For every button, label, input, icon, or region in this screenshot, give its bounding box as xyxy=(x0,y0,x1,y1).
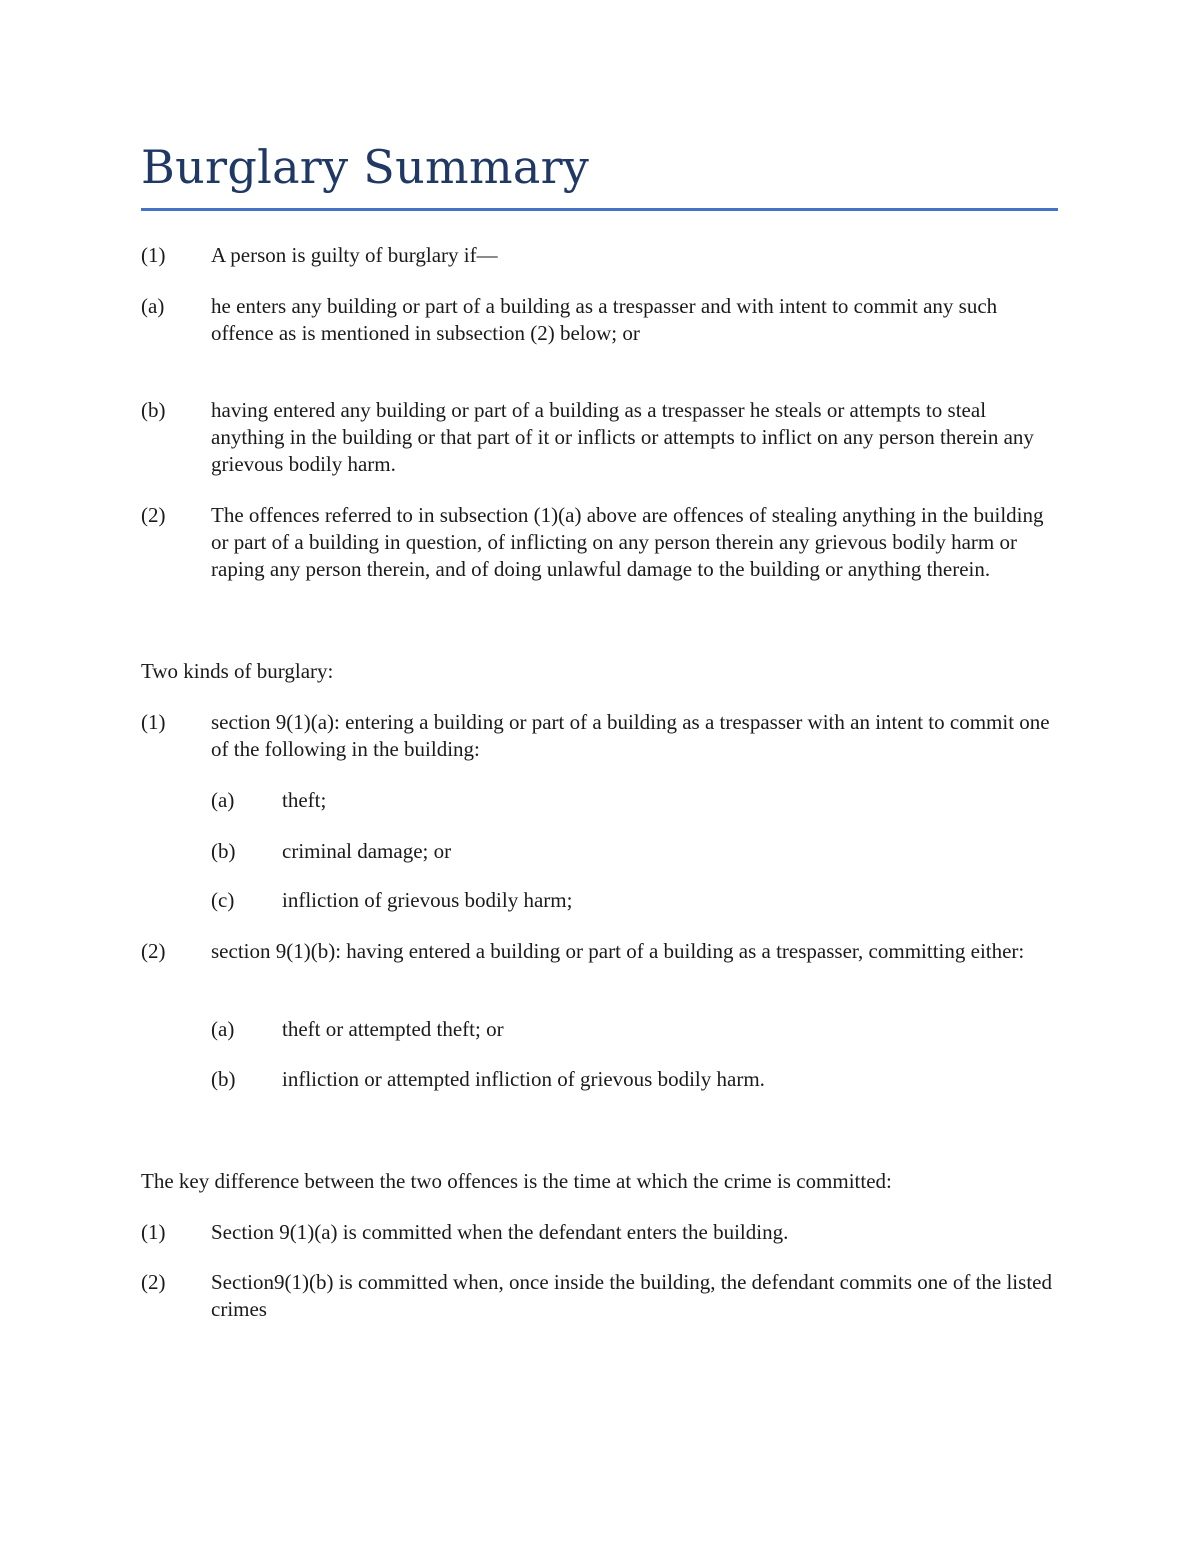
kind-1-sub-a-text: theft; xyxy=(282,788,327,812)
difference-2-text: Section9(1)(b) is committed when, once inside the building, the defendant commits one of the listed crimes xyxy=(211,1270,1052,1321)
kind-2-sub-b-label: (b) xyxy=(211,1067,236,1091)
kind-1-sub-c-label: (c) xyxy=(211,888,235,912)
difference-heading: The key difference between the two offences is the time at which the crime is committed: xyxy=(141,1169,892,1193)
difference-1-text: Section 9(1)(a) is committed when the defendant enters the building. xyxy=(211,1220,789,1244)
definition-b-text: having entered any building or part of a building as a trespasser he steals or attempts to steal anything in the building or that part of it or inflicts or attempts to inflict on any person therein any grievous bodily harm. xyxy=(211,398,1034,476)
kinds-heading: Two kinds of burglary: xyxy=(141,659,334,683)
definition-2-text: The offences referred to in subsection (1)(a) above are offences of stealing anything in the building or part of a building in question, of inflicting on any person therein any grievous bodily harm or raping any person therein, and of doing unlawful damage to the building or anything therein. xyxy=(211,503,1044,581)
kind-2-text: section 9(1)(b): having entered a building or part of a building as a trespasser, committing either: xyxy=(211,939,1025,963)
kind-1-text: section 9(1)(a): entering a building or part of a building as a trespasser with an intent to commit one of the following in the building: xyxy=(211,710,1050,761)
kind-2-sub-a-text: theft or attempted theft; or xyxy=(282,1017,504,1041)
kind-1-sub-c-text: infliction of grievous bodily harm; xyxy=(282,888,573,912)
kind-1-sub-b-label: (b) xyxy=(211,839,236,863)
kind-1-sub-a-label: (a) xyxy=(211,788,235,812)
definition-2-label: (2) xyxy=(141,503,166,527)
difference-2-label: (2) xyxy=(141,1270,166,1294)
definition-1-text: A person is guilty of burglary if— xyxy=(211,243,498,267)
definition-1-label: (1) xyxy=(141,243,166,267)
title-underline xyxy=(141,208,1058,211)
kind-2-label: (2) xyxy=(141,939,166,963)
difference-1-label: (1) xyxy=(141,1220,166,1244)
definition-a-label: (a) xyxy=(141,294,165,318)
kind-1-label: (1) xyxy=(141,710,166,734)
page-title: Burglary Summary xyxy=(141,140,590,194)
kind-1-sub-b-text: criminal damage; or xyxy=(282,839,452,863)
kind-2-sub-a-label: (a) xyxy=(211,1017,235,1041)
kind-2-sub-b-text: infliction or attempted infliction of grievous bodily harm. xyxy=(282,1067,765,1091)
definition-a-text: he enters any building or part of a building as a trespasser and with intent to commit any such offence as is mentioned in subsection (2) below; or xyxy=(211,294,998,345)
definition-b-label: (b) xyxy=(141,398,166,422)
